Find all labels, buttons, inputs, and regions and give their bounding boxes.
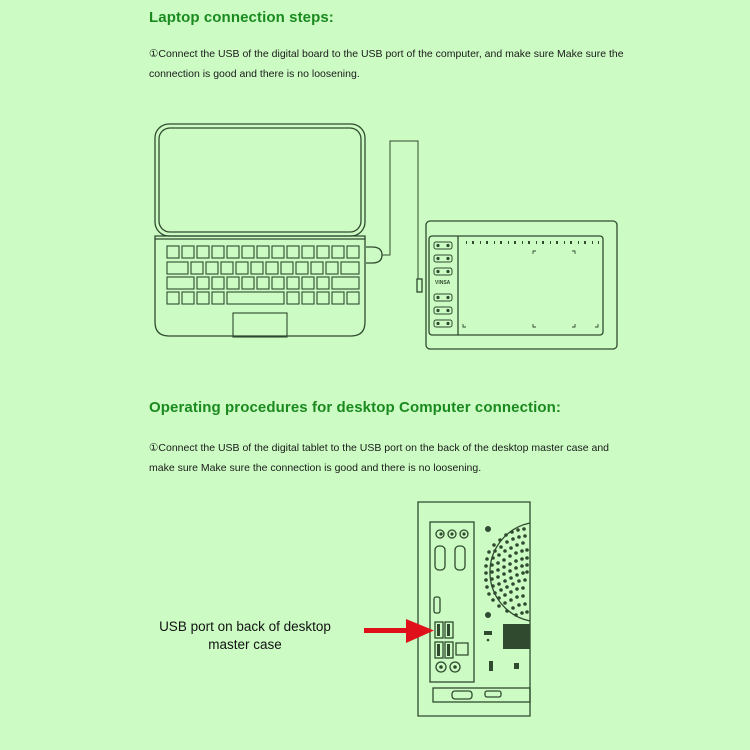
desktop-section-heading: Operating procedures for desktop Computer connection:: [149, 399, 562, 416]
usb-port-callout: [150, 618, 340, 654]
laptop-icon: [155, 124, 365, 337]
laptop-step-1-text: ①Connect the USB of the digital board to the USB port of the computer, and make sure Make sure the connection is good and there is no loosening.: [149, 48, 624, 80]
laptop-section-heading: Laptop connection steps:: [149, 9, 334, 26]
red-arrow-icon: [360, 616, 436, 646]
desktop-tower-diagram: [400, 495, 540, 725]
desktop-step-1-text: ①Connect the USB of the digital tablet to the USB port on the back of the desktop master case and make sure Make sure the connection is good and there is no loosening.: [149, 442, 610, 474]
fan-grille-icon: [484, 527, 529, 617]
laptop-tablet-diagram: [150, 118, 630, 358]
tablet-brand-label: VINSA: [435, 280, 451, 286]
usb-cable: [382, 141, 418, 279]
drawing-tablet-icon: [426, 221, 617, 349]
callout-line-2: master case: [208, 637, 282, 652]
callout-line-1: USB port on back of desktop: [159, 619, 331, 634]
